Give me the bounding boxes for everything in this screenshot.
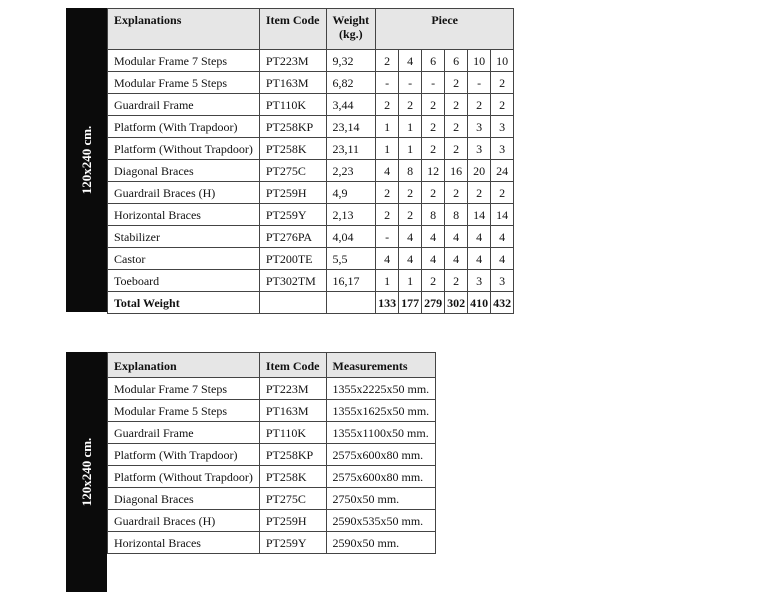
- piece-cell: 4: [445, 226, 468, 248]
- measurements-table: [107, 352, 436, 554]
- piece-cell: -: [376, 72, 399, 94]
- item-name-cell: Guardrail Frame: [108, 422, 260, 444]
- item-name-cell: Guardrail Braces (H): [108, 182, 260, 204]
- piece-cell: -: [468, 72, 491, 94]
- item-code-cell: PT200TE: [259, 248, 326, 270]
- weight-cell: 23,14: [326, 116, 376, 138]
- total-weight-value: 410: [468, 292, 491, 314]
- empty-cell: [326, 292, 376, 314]
- piece-cell: 2: [491, 182, 514, 204]
- header-item-code: Item Code: [259, 353, 326, 378]
- table-row: [108, 488, 436, 510]
- piece-cell: 4: [422, 226, 445, 248]
- measurement-cell: 2750x50 mm.: [326, 488, 436, 510]
- empty-cell: [259, 292, 326, 314]
- piece-cell: 2: [445, 116, 468, 138]
- size-label-text: 120x240 cm.: [78, 437, 94, 507]
- weight-cell: 23,11: [326, 138, 376, 160]
- item-code-cell: PT259H: [259, 182, 326, 204]
- size-side-label: [66, 8, 107, 312]
- weight-cell: 4,04: [326, 226, 376, 248]
- piece-cell: 3: [491, 116, 514, 138]
- item-code-cell: PT275C: [259, 488, 326, 510]
- item-code-cell: PT259Y: [259, 532, 326, 554]
- item-name-cell: Guardrail Braces (H): [108, 510, 260, 532]
- piece-cell: 4: [491, 248, 514, 270]
- item-name-cell: Castor: [108, 248, 260, 270]
- item-name-cell: Modular Frame 7 Steps: [108, 378, 260, 400]
- piece-cell: 16: [445, 160, 468, 182]
- table-row: [108, 532, 436, 554]
- piece-cell: 2: [422, 94, 445, 116]
- piece-cell: 4: [376, 160, 399, 182]
- total-weight-value: 177: [399, 292, 422, 314]
- item-name-cell: Stabilizer: [108, 226, 260, 248]
- table-row: [108, 160, 514, 182]
- item-name-cell: Diagonal Braces: [108, 488, 260, 510]
- item-code-cell: PT163M: [259, 400, 326, 422]
- header-weight-line1: Weight: [332, 13, 370, 27]
- piece-cell: 4: [376, 248, 399, 270]
- item-code-cell: PT223M: [259, 378, 326, 400]
- piece-cell: 6: [422, 50, 445, 72]
- piece-cell: 2: [399, 204, 422, 226]
- weight-cell: 5,5: [326, 248, 376, 270]
- piece-cell: 6: [445, 50, 468, 72]
- weight-cell: 4,9: [326, 182, 376, 204]
- measurement-cell: 1355x1100x50 mm.: [326, 422, 436, 444]
- weights-table: [107, 8, 514, 314]
- measurement-cell: 1355x1625x50 mm.: [326, 400, 436, 422]
- item-name-cell: Guardrail Frame: [108, 94, 260, 116]
- piece-cell: 2: [376, 204, 399, 226]
- piece-cell: -: [376, 226, 399, 248]
- piece-cell: 3: [491, 138, 514, 160]
- table-row: [108, 138, 514, 160]
- piece-cell: 4: [468, 226, 491, 248]
- table-row: [108, 270, 514, 292]
- item-code-cell: PT302TM: [259, 270, 326, 292]
- table-row: [108, 400, 436, 422]
- piece-cell: 2: [376, 182, 399, 204]
- piece-cell: 8: [399, 160, 422, 182]
- table-row: [108, 50, 514, 72]
- piece-cell: 8: [445, 204, 468, 226]
- piece-cell: 2: [491, 72, 514, 94]
- piece-cell: 4: [399, 226, 422, 248]
- item-code-cell: PT275C: [259, 160, 326, 182]
- total-weight-value: 279: [422, 292, 445, 314]
- table-row: [108, 182, 514, 204]
- header-piece: Piece: [376, 9, 514, 50]
- table-row: [108, 510, 436, 532]
- piece-cell: 2: [399, 182, 422, 204]
- header-item-code: Item Code: [259, 9, 326, 50]
- piece-cell: 2: [445, 72, 468, 94]
- item-name-cell: Toeboard: [108, 270, 260, 292]
- piece-cell: -: [422, 72, 445, 94]
- table-row: [108, 204, 514, 226]
- item-code-cell: PT258K: [259, 466, 326, 488]
- measurement-cell: 2575x600x80 mm.: [326, 466, 436, 488]
- item-name-cell: Horizontal Braces: [108, 532, 260, 554]
- piece-cell: 4: [399, 50, 422, 72]
- piece-cell: 2: [445, 182, 468, 204]
- piece-cell: 10: [491, 50, 514, 72]
- item-name-cell: Platform (Without Trapdoor): [108, 466, 260, 488]
- item-code-cell: PT163M: [259, 72, 326, 94]
- weight-cell: 9,32: [326, 50, 376, 72]
- piece-cell: 3: [491, 270, 514, 292]
- piece-cell: 20: [468, 160, 491, 182]
- item-code-cell: PT258KP: [259, 444, 326, 466]
- size-side-label: [66, 352, 107, 592]
- total-weight-value: 432: [491, 292, 514, 314]
- item-code-cell: PT259H: [259, 510, 326, 532]
- piece-cell: 2: [422, 138, 445, 160]
- measurement-cell: 2575x600x80 mm.: [326, 444, 436, 466]
- weight-cell: 2,13: [326, 204, 376, 226]
- piece-cell: 1: [399, 138, 422, 160]
- piece-cell: 3: [468, 270, 491, 292]
- table-row: [108, 116, 514, 138]
- piece-cell: 1: [376, 116, 399, 138]
- header-explanation: Explanation: [108, 353, 260, 378]
- piece-cell: 2: [491, 94, 514, 116]
- item-code-cell: PT259Y: [259, 204, 326, 226]
- header-measurements: Measurements: [326, 353, 436, 378]
- piece-cell: 4: [491, 226, 514, 248]
- table-row: [108, 94, 514, 116]
- piece-cell: 2: [445, 138, 468, 160]
- table-row: [108, 444, 436, 466]
- weight-cell: 3,44: [326, 94, 376, 116]
- piece-cell: 14: [491, 204, 514, 226]
- measurement-cell: 2590x50 mm.: [326, 532, 436, 554]
- item-name-cell: Platform (With Trapdoor): [108, 116, 260, 138]
- item-code-cell: PT110K: [259, 422, 326, 444]
- header-weight: [326, 9, 376, 50]
- weight-cell: 16,17: [326, 270, 376, 292]
- piece-cell: 1: [399, 116, 422, 138]
- header-explanation: Explanations: [108, 9, 260, 50]
- total-weight-value: 133: [376, 292, 399, 314]
- piece-cell: 14: [468, 204, 491, 226]
- measurement-cell: 1355x2225x50 mm.: [326, 378, 436, 400]
- piece-cell: 2: [376, 94, 399, 116]
- piece-cell: 1: [399, 270, 422, 292]
- item-code-cell: PT258K: [259, 138, 326, 160]
- table-header-row: [108, 353, 436, 378]
- item-name-cell: Horizontal Braces: [108, 204, 260, 226]
- piece-cell: 4: [468, 248, 491, 270]
- weight-cell: 6,82: [326, 72, 376, 94]
- piece-cell: 1: [376, 138, 399, 160]
- piece-cell: 1: [376, 270, 399, 292]
- piece-cell: 4: [422, 248, 445, 270]
- table-row: [108, 466, 436, 488]
- size-label-text: 120x240 cm.: [78, 125, 94, 195]
- item-code-cell: PT258KP: [259, 116, 326, 138]
- piece-cell: 2: [468, 182, 491, 204]
- piece-cell: 2: [399, 94, 422, 116]
- table-row: [108, 378, 436, 400]
- item-name-cell: Platform (Without Trapdoor): [108, 138, 260, 160]
- piece-cell: 4: [445, 248, 468, 270]
- table-row: [108, 72, 514, 94]
- piece-cell: 2: [445, 94, 468, 116]
- piece-cell: 24: [491, 160, 514, 182]
- piece-cell: 2: [468, 94, 491, 116]
- weight-cell: 2,23: [326, 160, 376, 182]
- header-weight-line2: (kg.): [339, 27, 363, 41]
- piece-cell: 3: [468, 138, 491, 160]
- item-name-cell: Modular Frame 7 Steps: [108, 50, 260, 72]
- item-name-cell: Platform (With Trapdoor): [108, 444, 260, 466]
- measurement-cell: 2590x535x50 mm.: [326, 510, 436, 532]
- item-name-cell: Modular Frame 5 Steps: [108, 400, 260, 422]
- piece-cell: 8: [422, 204, 445, 226]
- item-code-cell: PT223M: [259, 50, 326, 72]
- total-weight-row: [108, 292, 514, 314]
- piece-cell: 2: [422, 182, 445, 204]
- piece-cell: 12: [422, 160, 445, 182]
- piece-cell: 2: [422, 116, 445, 138]
- total-weight-value: 302: [445, 292, 468, 314]
- item-name-cell: Modular Frame 5 Steps: [108, 72, 260, 94]
- item-code-cell: PT110K: [259, 94, 326, 116]
- piece-cell: 3: [468, 116, 491, 138]
- table-row: [108, 248, 514, 270]
- piece-cell: 2: [376, 50, 399, 72]
- item-code-cell: PT276PA: [259, 226, 326, 248]
- piece-cell: -: [399, 72, 422, 94]
- table-row: [108, 422, 436, 444]
- piece-cell: 10: [468, 50, 491, 72]
- piece-cell: 2: [445, 270, 468, 292]
- table-row: [108, 226, 514, 248]
- piece-cell: 2: [422, 270, 445, 292]
- total-weight-label: Total Weight: [108, 292, 260, 314]
- item-name-cell: Diagonal Braces: [108, 160, 260, 182]
- piece-cell: 4: [399, 248, 422, 270]
- table-header-row: [108, 9, 514, 50]
